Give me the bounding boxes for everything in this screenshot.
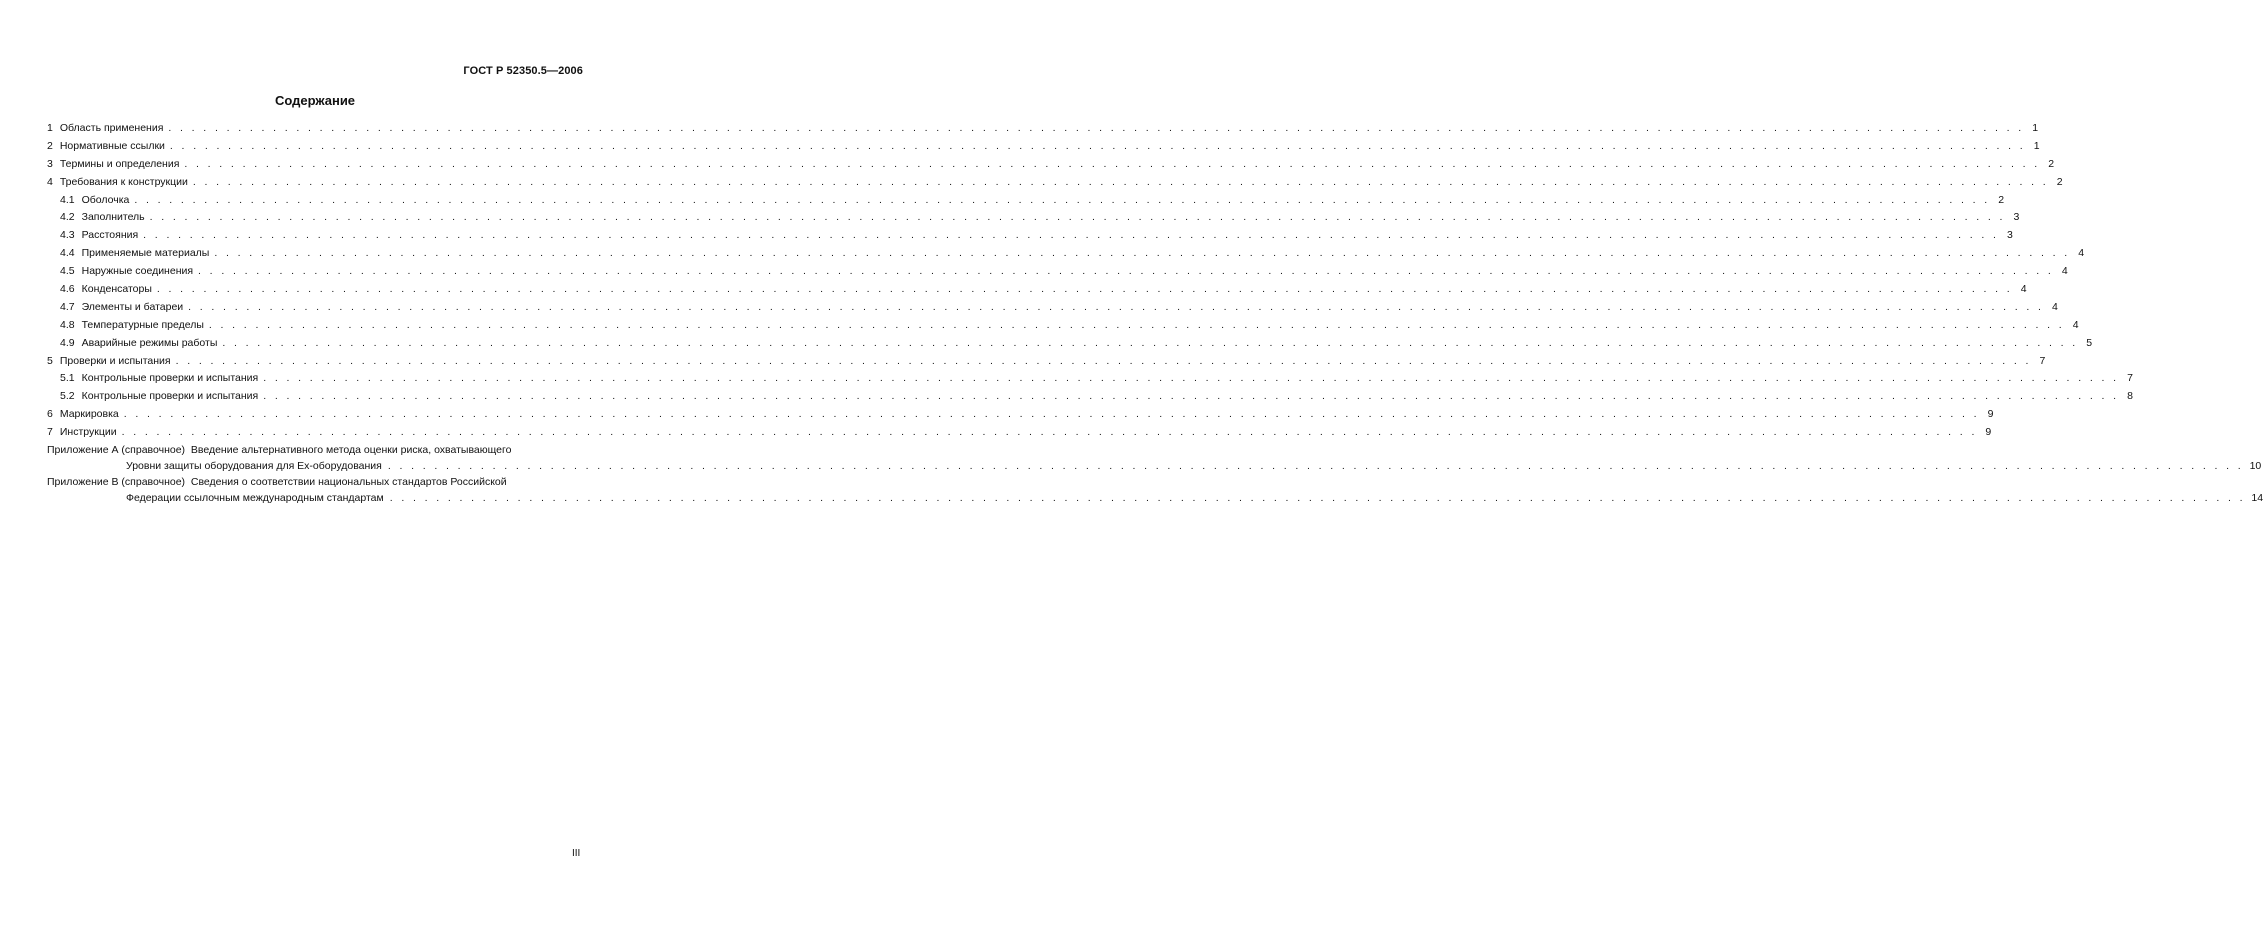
appendix-page: 14 [2251, 491, 2263, 504]
toc-entry-number: 4.7 [60, 300, 75, 313]
toc-entry-label: Заполнитель [81, 211, 145, 224]
toc-entry-label: Оболочка [81, 193, 130, 206]
toc-entry[interactable] [47, 192, 2005, 210]
dot-leader: . . . . . . . . . . . . . . . . . . . . . . . . . . . . . . . . . . . . . . . . . . . . . . . . . . . . . . . . . . . . . . . . . . . . . . . . . . . . . . . . . . . . . . . . . . . . . . . . . . . . . . . . . . . . . . . . . . . . . . . . . . . . . . . . . . . . . . . . . . . . . . . . . . . . . . . . . . . . . . . . [188, 300, 2044, 313]
dot-leader: . . . . . . . . . . . . . . . . . . . . . . . . . . . . . . . . . . . . . . . . . . . . . . . . . . . . . . . . . . . . . . . . . . . . . . . . . . . . . . . . . . . . . . . . . . . . . . . . . . . . . . . . . . . . . . . . . . . . . . . . . . . . . . . . . . . . . . . . . . . . . . . . . . . . . . . . . . . . . . . . [123, 408, 1980, 421]
toc-entry[interactable] [47, 245, 2085, 263]
toc-entry[interactable] [47, 120, 2039, 138]
appendix-title-line2: Федерации ссылочным международным стандартам [126, 491, 384, 504]
appendix-title-line2-row [47, 491, 2263, 507]
document-code: ГОСТ Р 52350.5—2006 [463, 65, 583, 77]
toc-entry-number: 4.9 [60, 336, 75, 349]
toc-entry-page: 9 [1987, 408, 1994, 421]
toc-entry-page: 7 [2039, 354, 2046, 367]
dot-leader: . . . . . . . . . . . . . . . . . . . . . . . . . . . . . . . . . . . . . . . . . . . . . . . . . . . . . . . . . . . . . . . . . . . . . . . . . . . . . . . . . . . . . . . . . . . . . . . . . . . . . . . . . . . . . . . . . . . . . . . . . . . . . . . . . . . . . . . . . . . . . . . . . . . . . . . . . . . . . . . . [263, 390, 2119, 403]
toc-entry-label: Конденсаторы [81, 283, 152, 296]
toc-entry-page: 1 [2033, 139, 2040, 152]
dot-leader: . . . . . . . . . . . . . . . . . . . . . . . . . . . . . . . . . . . . . . . . . . . . . . . . . . . . . . . . . . . . . . . . . . . . . . . . . . . . . . . . . . . . . . . . . . . . . . . . . . . . . . . . . . . . . . . . . . . . . . . . . . . . . . . . . . . . . . . . . . . . . . . . . . . . . . . . . . . . . . . . [149, 211, 2006, 224]
toc-entry-label: Область применения [59, 122, 164, 134]
toc-entry-label: Наружные соединения [81, 265, 194, 278]
toc-entry[interactable] [47, 263, 2068, 281]
dot-leader: . . . . . . . . . . . . . . . . . . . . . . . . . . . . . . . . . . . . . . . . . . . . . . . . . . . . . . . . . . . . . . . . . . . . . . . . . . . . . . . . . . . . . . . . . . . . . . . . . . . . . . . . . . . . . . . . . . . . . . . . . . . . . . . . . . . . . . . . . . . . . . . . . . . . . . . . . . . . . . . . [184, 157, 2041, 170]
toc-entry-label: Проверки и испытания [59, 354, 171, 367]
toc-appendix[interactable] [47, 475, 2263, 506]
toc-entry[interactable] [47, 227, 2013, 245]
toc-entry[interactable] [47, 335, 2093, 353]
toc-entry-label: Контрольные проверки и испытания [81, 390, 259, 403]
appendix-title-line1: Приложение В (справочное) Сведения о соответствии национальных стандартов Российской [47, 476, 507, 489]
toc-entry-number: 5 [47, 354, 53, 367]
toc-entry-page: 9 [1985, 426, 1992, 439]
toc-entry[interactable] [47, 388, 2133, 406]
dot-leader: . . . . . . . . . . . . . . . . . . . . . . . . . . . . . . . . . . . . . . . . . . . . . . . . . . . . . . . . . . . . . . . . . . . . . . . . . . . . . . . . . . . . . . . . . . . . . . . . . . . . . . . . . . . . . . . . . . . . . . . . . . . . . . . . . . . . . . . . . . . . . . . . . . . . . . . . . . . . . . . . [389, 491, 2246, 504]
toc-entry-number: 4.1 [60, 193, 75, 206]
toc-entry-page: 4 [2052, 300, 2058, 313]
toc-entry-page: 4 [2078, 247, 2085, 260]
dot-leader: . . . . . . . . . . . . . . . . . . . . . . . . . . . . . . . . . . . . . . . . . . . . . . . . . . . . . . . . . . . . . . . . . . . . . . . . . . . . . . . . . . . . . . . . . . . . . . . . . . . . . . . . . . . . . . . . . . . . . . . . . . . . . . . . . . . . . . . . . . . . . . . . . . . . . . . . . . . . . . . . [222, 336, 2079, 349]
toc-entry[interactable] [47, 209, 2020, 227]
toc-entry-page: 2 [2048, 157, 2055, 170]
appendix-page: 10 [2249, 459, 2262, 472]
dot-leader: . . . . . . . . . . . . . . . . . . . . . . . . . . . . . . . . . . . . . . . . . . . . . . . . . . . . . . . . . . . . . . . . . . . . . . . . . . . . . . . . . . . . . . . . . . . . . . . . . . . . . . . . . . . . . . . . . . . . . . . . . . . . . . . . . . . . . . . . . . . . . . . . . . . . . . . . . . . . . . . . [198, 265, 2054, 278]
toc-entry-number: 3 [47, 157, 53, 170]
toc-entry-number: 4.8 [60, 318, 75, 331]
toc-entry[interactable] [47, 138, 2040, 156]
toc-entry-number: 4.3 [60, 229, 75, 242]
appendix-title-line2: Уровни защиты оборудования для Ex-оборудования [126, 459, 382, 472]
table-of-contents [47, 120, 2263, 507]
toc-entry-number: 4.6 [60, 283, 75, 296]
toc-entry-page: 1 [2032, 122, 2039, 134]
toc-entry-page: 8 [2127, 390, 2133, 403]
toc-entry-number: 4 [47, 175, 53, 188]
toc-entry[interactable] [47, 281, 2027, 299]
toc-entry-page: 3 [2007, 229, 2013, 242]
toc-appendix[interactable] [47, 443, 2262, 474]
toc-entry[interactable] [47, 174, 2063, 192]
toc-entry[interactable] [47, 424, 1992, 442]
toc-entry-number: 1 [47, 122, 53, 134]
toc-entry[interactable] [47, 317, 2079, 335]
toc-entry-label: Контрольные проверки и испытания [81, 372, 259, 385]
toc-entry-label: Применяемые материалы [81, 247, 210, 260]
toc-entry-label: Нормативные ссылки [59, 139, 165, 152]
toc-entry-label: Инструкции [59, 426, 117, 439]
dot-leader: . . . . . . . . . . . . . . . . . . . . . . . . . . . . . . . . . . . . . . . . . . . . . . . . . . . . . . . . . . . . . . . . . . . . . . . . . . . . . . . . . . . . . . . . . . . . . . . . . . . . . . . . . . . . . . . . . . . . . . . . . . . . . . . . . . . . . . . . . . . . . . . . . . . . . . . . . . . . . . . . [156, 283, 2013, 296]
toc-entry-page: 4 [2020, 283, 2027, 296]
toc-title: Содержание [274, 93, 356, 108]
toc-entry-page: 4 [2061, 265, 2068, 278]
appendix-title-line1: Приложение А (справочное) Введение альтернативного метода оценки риска, охватывающего [47, 444, 512, 457]
toc-entry-number: 5.2 [60, 390, 75, 403]
toc-entry-label: Аварийные режимы работы [81, 336, 218, 349]
dot-leader: . . . . . . . . . . . . . . . . . . . . . . . . . . . . . . . . . . . . . . . . . . . . . . . . . . . . . . . . . . . . . . . . . . . . . . . . . . . . . . . . . . . . . . . . . . . . . . . . . . . . . . . . . . . . . . . . . . . . . . . . . . . . . . . . . . . . . . . . . . . . . . . . . . . . . . . . . . . . . . . . [121, 426, 1978, 439]
dot-leader: . . . . . . . . . . . . . . . . . . . . . . . . . . . . . . . . . . . . . . . . . . . . . . . . . . . . . . . . . . . . . . . . . . . . . . . . . . . . . . . . . . . . . . . . . . . . . . . . . . . . . . . . . . . . . . . . . . . . . . . . . . . . . . . . . . . . . . . . . . . . . . . . . . . . . . . . . . . . . . . . [134, 193, 1991, 206]
toc-appendices [47, 443, 2263, 506]
toc-entry[interactable] [47, 353, 2046, 371]
dot-leader: . . . . . . . . . . . . . . . . . . . . . . . . . . . . . . . . . . . . . . . . . . . . . . . . . . . . . . . . . . . . . . . . . . . . . . . . . . . . . . . . . . . . . . . . . . . . . . . . . . . . . . . . . . . . . . . . . . . . . . . . . . . . . . . . . . . . . . . . . . . . . . . . . . . . . . . . . . . . . . . . [387, 459, 2244, 472]
toc-entry[interactable] [47, 370, 2133, 388]
toc-entry-label: Элементы и батареи [81, 300, 184, 313]
toc-entry-number: 5.1 [60, 372, 75, 385]
dot-leader: . . . . . . . . . . . . . . . . . . . . . . . . . . . . . . . . . . . . . . . . . . . . . . . . . . . . . . . . . . . . . . . . . . . . . . . . . . . . . . . . . . . . . . . . . . . . . . . . . . . . . . . . . . . . . . . . . . . . . . . . . . . . . . . . . . . . . . . . . . . . . . . . . . . . . . . . . . . . . . . . [208, 318, 2065, 331]
dot-leader: . . . . . . . . . . . . . . . . . . . . . . . . . . . . . . . . . . . . . . . . . . . . . . . . . . . . . . . . . . . . . . . . . . . . . . . . . . . . . . . . . . . . . . . . . . . . . . . . . . . . . . . . . . . . . . . . . . . . . . . . . . . . . . . . . . . . . . . . . . . . . . . . . . . . . . . . . . . . . . . . [192, 175, 2049, 188]
toc-entry-page: 2 [2056, 175, 2063, 188]
dot-leader: . . . . . . . . . . . . . . . . . . . . . . . . . . . . . . . . . . . . . . . . . . . . . . . . . . . . . . . . . . . . . . . . . . . . . . . . . . . . . . . . . . . . . . . . . . . . . . . . . . . . . . . . . . . . . . . . . . . . . . . . . . . . . . . . . . . . . . . . . . . . . . . . . . . . . . . . . . . . . . . . [168, 122, 2025, 134]
toc-entries [47, 120, 2133, 442]
toc-entry-page: 7 [2127, 372, 2133, 385]
dot-leader: . . . . . . . . . . . . . . . . . . . . . . . . . . . . . . . . . . . . . . . . . . . . . . . . . . . . . . . . . . . . . . . . . . . . . . . . . . . . . . . . . . . . . . . . . . . . . . . . . . . . . . . . . . . . . . . . . . . . . . . . . . . . . . . . . . . . . . . . . . . . . . . . . . . . . . . . . . . . . . . . [169, 139, 2026, 152]
toc-entry-number: 7 [47, 426, 53, 439]
toc-entry-page: 4 [2072, 318, 2079, 331]
toc-entry-number: 2 [47, 139, 53, 152]
toc-entry-label: Расстояния [81, 229, 139, 242]
toc-entry-label: Требования к конструкции [59, 175, 188, 188]
toc-entry-number: 4.2 [60, 211, 75, 224]
toc-entry-label: Термины и определения [59, 157, 180, 170]
toc-entry[interactable] [47, 156, 2055, 174]
page-number: III [572, 848, 581, 859]
appendix-title-line2-row [47, 459, 2262, 475]
toc-entry-page: 5 [2086, 336, 2093, 349]
toc-entry-number: 6 [47, 408, 53, 421]
toc-entry-label: Маркировка [59, 408, 119, 421]
toc-entry-page: 2 [1998, 193, 2005, 206]
dot-leader: . . . . . . . . . . . . . . . . . . . . . . . . . . . . . . . . . . . . . . . . . . . . . . . . . . . . . . . . . . . . . . . . . . . . . . . . . . . . . . . . . . . . . . . . . . . . . . . . . . . . . . . . . . . . . . . . . . . . . . . . . . . . . . . . . . . . . . . . . . . . . . . . . . . . . . . . . . . . . . . . [175, 354, 2032, 367]
toc-entry-label: Температурные пределы [81, 318, 204, 331]
toc-entry-number: 4.5 [60, 265, 75, 278]
toc-entry-number: 4.4 [60, 247, 75, 260]
toc-entry[interactable] [47, 406, 1994, 424]
dot-leader: . . . . . . . . . . . . . . . . . . . . . . . . . . . . . . . . . . . . . . . . . . . . . . . . . . . . . . . . . . . . . . . . . . . . . . . . . . . . . . . . . . . . . . . . . . . . . . . . . . . . . . . . . . . . . . . . . . . . . . . . . . . . . . . . . . . . . . . . . . . . . . . . . . . . . . . . . . . . . . . . [263, 372, 2119, 385]
dot-leader: . . . . . . . . . . . . . . . . . . . . . . . . . . . . . . . . . . . . . . . . . . . . . . . . . . . . . . . . . . . . . . . . . . . . . . . . . . . . . . . . . . . . . . . . . . . . . . . . . . . . . . . . . . . . . . . . . . . . . . . . . . . . . . . . . . . . . . . . . . . . . . . . . . . . . . . . . . . . . . . . [143, 229, 1999, 242]
toc-entry-page: 3 [2013, 211, 2020, 224]
dot-leader: . . . . . . . . . . . . . . . . . . . . . . . . . . . . . . . . . . . . . . . . . . . . . . . . . . . . . . . . . . . . . . . . . . . . . . . . . . . . . . . . . . . . . . . . . . . . . . . . . . . . . . . . . . . . . . . . . . . . . . . . . . . . . . . . . . . . . . . . . . . . . . . . . . . . . . . . . . . . . . . . [214, 247, 2071, 260]
toc-entry[interactable] [47, 299, 2058, 317]
